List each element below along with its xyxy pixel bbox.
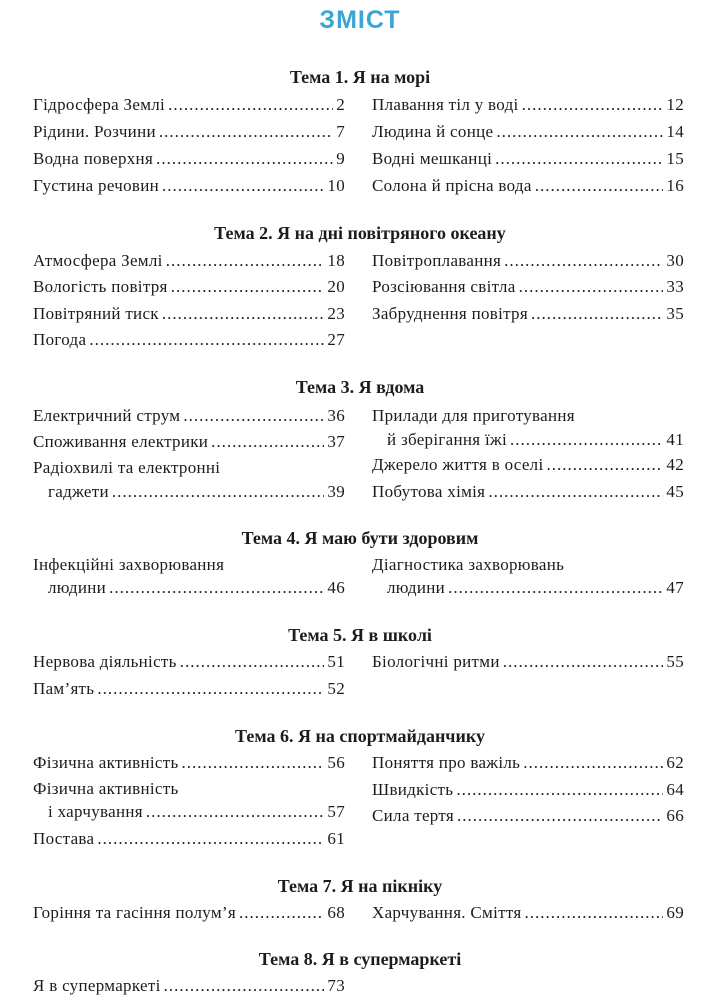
- toc-entry[interactable]: [372, 779, 684, 801]
- toc-entry[interactable]: [372, 454, 684, 476]
- dot-leader: [525, 902, 664, 924]
- dot-leader: [496, 121, 663, 143]
- toc-entry-page: 73: [327, 976, 345, 995]
- toc-entry[interactable]: [372, 250, 684, 272]
- toc-entry[interactable]: [33, 121, 345, 143]
- toc-entry-page: 36: [327, 406, 345, 425]
- toc-entry-page: 64: [666, 780, 684, 799]
- toc-entry-page: 14: [666, 122, 684, 141]
- toc-entry-page: 2: [336, 95, 345, 114]
- dot-leader: [523, 752, 663, 774]
- dot-leader: [535, 175, 664, 197]
- toc-entry-label: Електричний струм: [33, 406, 181, 425]
- toc-entry[interactable]: [33, 276, 345, 298]
- toc-entry-page: 39: [327, 482, 345, 501]
- toc-entry-label: Солона й прісна вода: [372, 176, 532, 195]
- toc-entry[interactable]: [33, 902, 345, 924]
- toc-entry-label: і харчування: [48, 802, 143, 821]
- toc-entry-label: Нервова діяльність: [33, 652, 177, 671]
- toc-entry-label: Водні мешканці: [372, 149, 493, 168]
- toc-entry[interactable]: [372, 651, 684, 673]
- toc-entry-page: 12: [666, 95, 684, 114]
- toc-entry[interactable]: [33, 975, 345, 997]
- dot-leader: [171, 276, 325, 298]
- toc-entry-label: Харчування. Сміття: [372, 903, 522, 922]
- toc-entry[interactable]: [33, 481, 345, 503]
- toc-entry-page: 45: [666, 482, 684, 501]
- toc-entry-label: Повітроплавання: [372, 251, 502, 270]
- toc-entry-page: 30: [666, 251, 684, 270]
- toc-entry[interactable]: [372, 276, 684, 298]
- toc-entry-page: 55: [666, 652, 684, 671]
- toc-entry-page: 62: [666, 753, 684, 772]
- toc-entry-label: Людина й сонце: [372, 122, 494, 141]
- toc-entry-label: Гідросфера Землі: [33, 95, 166, 114]
- toc-entry-first-line[interactable]: Діагностика захворювань: [372, 555, 565, 574]
- dot-leader: [495, 148, 663, 170]
- toc-entry[interactable]: [33, 651, 345, 673]
- dot-leader: [97, 678, 324, 700]
- toc-entry[interactable]: [372, 805, 684, 827]
- toc-entry-page: 37: [327, 432, 345, 451]
- toc-entry-page: 47: [666, 578, 684, 597]
- toc-entry[interactable]: [372, 303, 684, 325]
- dot-leader: [547, 454, 664, 476]
- theme-7-heading: Тема 7. Я на пікніку: [277, 876, 443, 896]
- toc-entry-label: Розсіювання світла: [372, 277, 516, 296]
- toc-entry-page: 57: [327, 802, 345, 821]
- toc-entry[interactable]: [33, 148, 345, 170]
- toc-entry-page: 35: [666, 304, 684, 323]
- dot-leader: [456, 779, 663, 801]
- toc-entry-label: Поняття про важіль: [372, 753, 521, 772]
- toc-entry-page: 16: [666, 176, 684, 195]
- dot-leader: [183, 405, 324, 427]
- toc-entry[interactable]: [372, 121, 684, 143]
- toc-entry-label: Побутова хімія: [372, 482, 486, 501]
- toc-entry[interactable]: [33, 303, 345, 325]
- toc-entry-page: 41: [666, 430, 684, 449]
- toc-entry-page: 18: [327, 251, 345, 270]
- theme-8-heading: Тема 8. Я в супермаркеті: [258, 949, 462, 969]
- toc-entry[interactable]: [372, 429, 684, 451]
- toc-entry-page: 52: [327, 679, 345, 698]
- toc-entry-label: Сила тертя: [372, 806, 454, 825]
- toc-entry[interactable]: [33, 828, 345, 850]
- toc-entry-page: 66: [666, 806, 684, 825]
- dot-leader: [519, 276, 664, 298]
- toc-entry-label: Постава: [33, 829, 95, 848]
- dot-leader: [164, 975, 325, 997]
- toc-entry-page: 27: [327, 330, 345, 349]
- dot-leader: [239, 902, 324, 924]
- toc-entry-label: Атмосфера Землі: [33, 251, 163, 270]
- toc-entry[interactable]: [33, 405, 345, 427]
- toc-entry-first-line[interactable]: Фізична активність: [33, 779, 179, 798]
- toc-entry-page: 10: [327, 176, 345, 195]
- toc-entry-label: Горіння та гасіння полум’я: [33, 903, 236, 922]
- dot-leader: [146, 801, 325, 823]
- toc-entry-page: 15: [666, 149, 684, 168]
- toc-entry-first-line[interactable]: Прилади для приготування: [372, 406, 575, 425]
- dot-leader: [162, 303, 325, 325]
- dot-leader: [448, 577, 663, 599]
- toc-entry[interactable]: [33, 175, 345, 197]
- toc-entry[interactable]: [33, 678, 345, 700]
- toc-entry-page: 20: [327, 277, 345, 296]
- toc-entry-label: Густина речовин: [33, 176, 160, 195]
- theme-2-heading: Тема 2. Я на дні повітряного океану: [214, 223, 506, 243]
- theme-3-heading: Тема 3. Я вдома: [295, 377, 425, 397]
- theme-1-heading: Тема 1. Я на морі: [289, 67, 431, 87]
- dot-leader: [112, 481, 325, 503]
- dot-leader: [457, 805, 663, 827]
- toc-entry[interactable]: [33, 329, 345, 351]
- toc-entry-first-line[interactable]: Радіохвилі та електронні: [33, 458, 221, 477]
- dot-leader: [180, 651, 325, 673]
- toc-entry-label: гаджети: [48, 482, 109, 501]
- toc-entry[interactable]: [372, 577, 684, 599]
- toc-entry[interactable]: [372, 175, 684, 197]
- dot-leader: [182, 752, 325, 774]
- toc-entry-page: 7: [336, 122, 345, 141]
- toc-entry-label: Споживання електрики: [33, 432, 209, 451]
- toc-entry-page: 56: [327, 753, 345, 772]
- toc-entry-label: Забруднення повітря: [372, 304, 528, 323]
- dot-leader: [97, 828, 324, 850]
- dot-leader: [522, 94, 664, 116]
- toc-entry[interactable]: [372, 148, 684, 170]
- dot-leader: [531, 303, 663, 325]
- toc-entry[interactable]: [33, 94, 345, 116]
- toc-entry-page: 68: [327, 903, 345, 922]
- toc-entry-label: Пам’ять: [33, 679, 95, 698]
- dot-leader: [162, 175, 324, 197]
- dot-leader: [109, 577, 324, 599]
- toc-entry-page: 46: [327, 578, 345, 597]
- toc-entry-label: Плавання тіл у воді: [372, 95, 519, 114]
- dot-leader: [211, 431, 324, 453]
- toc-entry-page: 69: [666, 903, 684, 922]
- toc-entry-label: Повітряний тиск: [33, 304, 159, 323]
- toc-entry-label: Погода: [33, 330, 87, 349]
- toc-entry-label: Джерело життя в оселі: [372, 455, 544, 474]
- toc-entry-page: 33: [666, 277, 684, 296]
- toc-entry-label: Рідини. Розчини: [33, 122, 156, 141]
- toc-entry[interactable]: [33, 577, 345, 599]
- toc-entry-page: 61: [327, 829, 345, 848]
- toc-entry[interactable]: [372, 752, 684, 774]
- dot-leader: [166, 250, 325, 272]
- toc-entry-label: Біологічні ритми: [372, 652, 500, 671]
- dot-leader: [89, 329, 324, 351]
- dot-leader: [156, 148, 333, 170]
- toc-entry[interactable]: [33, 431, 345, 453]
- toc-entry[interactable]: [372, 902, 684, 924]
- toc-entry[interactable]: [372, 481, 684, 503]
- dot-leader: [488, 481, 663, 503]
- toc-entry-first-line[interactable]: Інфекційні захворювання: [33, 555, 225, 574]
- toc-entry-label: Швидкість: [372, 780, 454, 799]
- toc-entry-label: людини: [48, 578, 107, 597]
- dot-leader: [510, 429, 663, 451]
- dot-leader: [168, 94, 333, 116]
- theme-5-heading: Тема 5. Я в школі: [288, 625, 432, 645]
- toc-entry-label: й зберігання їжі: [387, 430, 508, 449]
- toc-entry-label: Вологість повітря: [33, 277, 168, 296]
- toc-entry-page: 23: [327, 304, 345, 323]
- toc-entry[interactable]: [33, 250, 345, 272]
- toc-entry-label: людини: [387, 578, 446, 597]
- toc-entry-page: 9: [336, 149, 345, 168]
- dot-leader: [504, 250, 663, 272]
- toc-entry[interactable]: [33, 801, 345, 823]
- toc-entry-label: Я в супермаркеті: [33, 976, 161, 995]
- toc-entry[interactable]: [33, 752, 345, 774]
- page-title: ЗМІСТ: [319, 6, 401, 34]
- theme-4-heading: Тема 4. Я маю бути здоровим: [241, 528, 479, 548]
- theme-6-heading: Тема 6. Я на спортмайданчику: [235, 726, 485, 746]
- dot-leader: [503, 651, 664, 673]
- dot-leader: [159, 121, 333, 143]
- toc-entry-page: 51: [327, 652, 345, 671]
- toc-entry-page: 42: [666, 455, 684, 474]
- toc-entry-label: Водна поверхня: [33, 149, 154, 168]
- toc-entry[interactable]: [372, 94, 684, 116]
- toc-entry-label: Фізична активність: [33, 753, 179, 772]
